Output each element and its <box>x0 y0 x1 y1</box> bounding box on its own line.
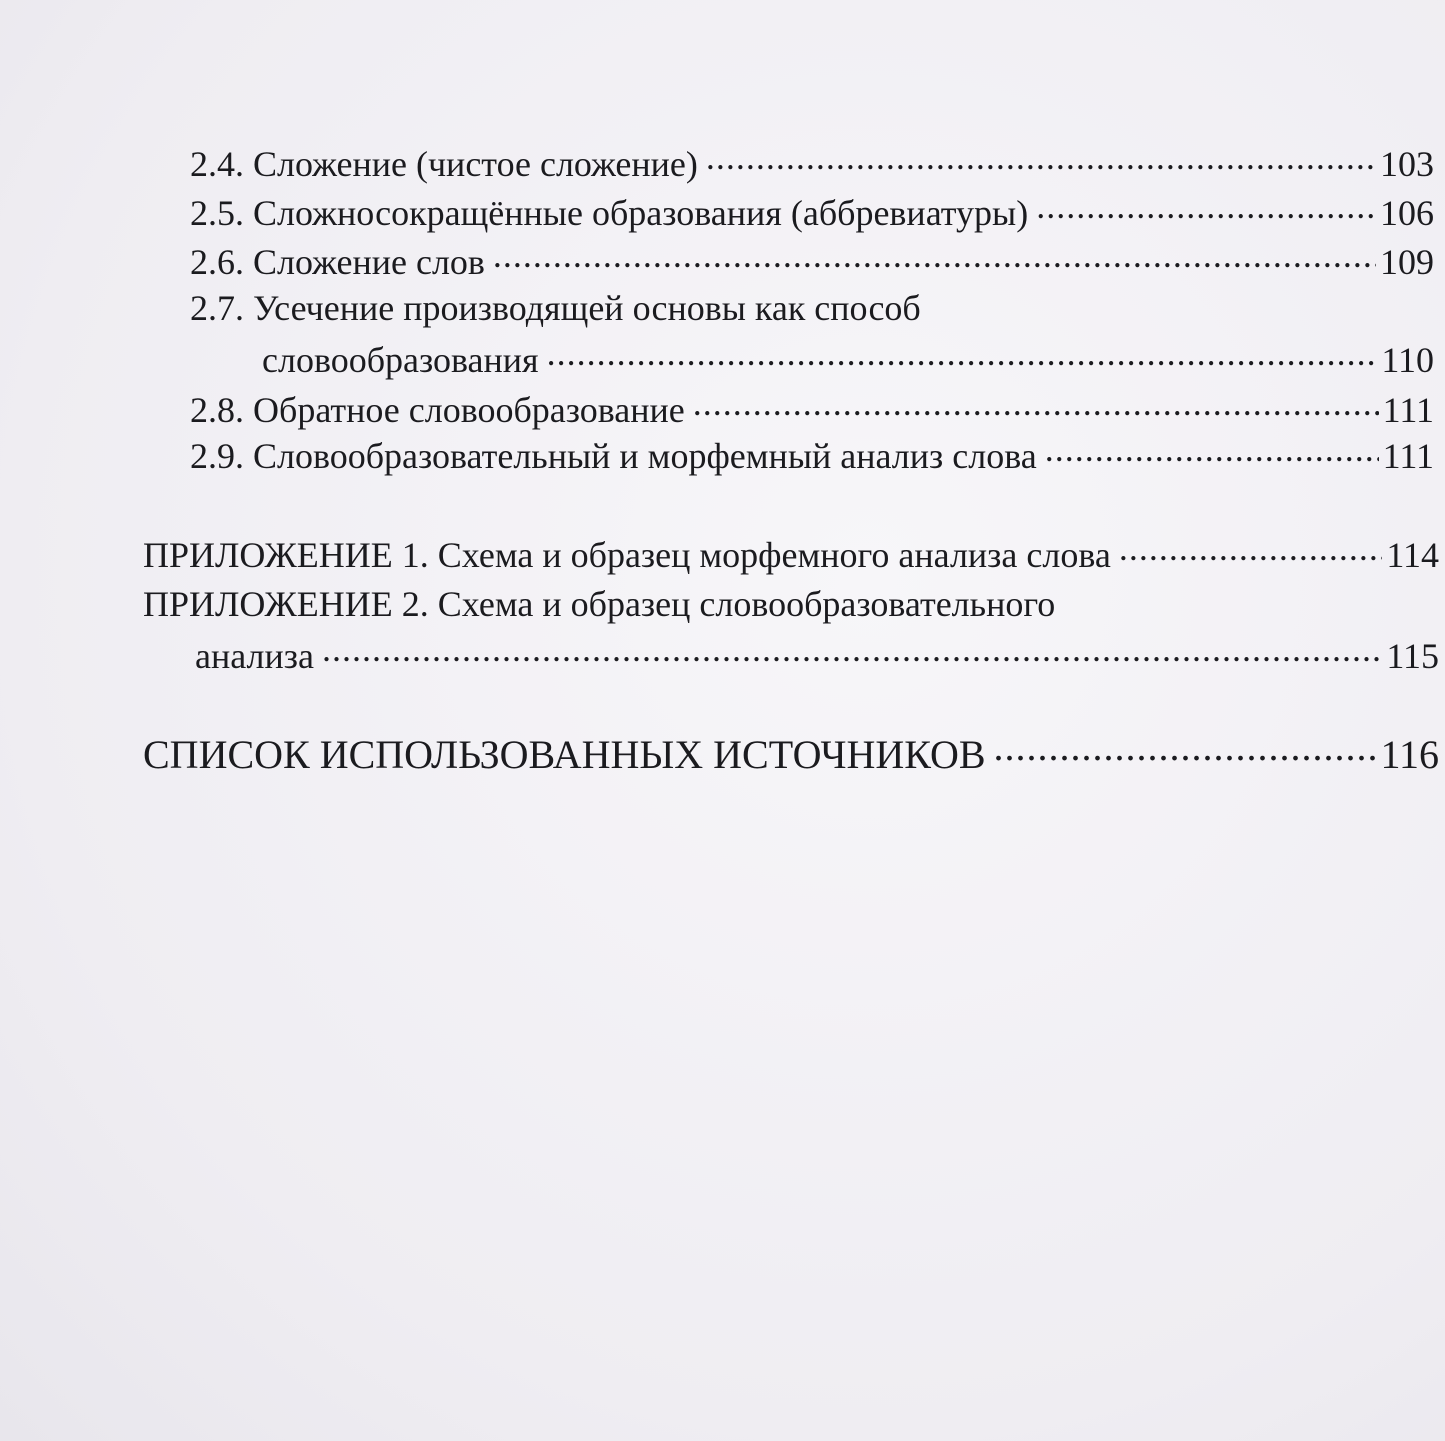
toc-entry-title: 2.8. Обратное словообразование <box>190 390 685 430</box>
toc-entry-2-8 <box>190 386 1434 431</box>
toc-entry-page: 111 <box>1382 390 1434 430</box>
toc-entry-2-7 <box>262 336 1434 381</box>
toc-entry-2-5 <box>190 189 1434 234</box>
leader-dots <box>547 336 1378 372</box>
toc-appendix-1 <box>143 531 1439 576</box>
toc-sources <box>143 728 1439 778</box>
toc-entry-page: 110 <box>1381 340 1434 380</box>
toc-entry-title: 2.9. Словообразовательный и морфемный анализ слова <box>190 436 1037 476</box>
leader-dots <box>1045 432 1379 468</box>
toc-entry-page: 116 <box>1380 732 1439 777</box>
leader-dots <box>322 632 1382 668</box>
toc-entry-page: 114 <box>1386 535 1439 575</box>
toc-entry-title: 2.4. Сложение (чистое сложение) <box>190 144 698 184</box>
toc-entry-page: 106 <box>1380 193 1434 233</box>
toc-entry-title: 2.5. Сложносокращённые образования (аббревиатуры) <box>190 193 1029 233</box>
toc-entry-title: словообразования <box>262 340 539 380</box>
toc-appendix-2-line1: ПРИЛОЖЕНИЕ 2. Схема и образец словообразовательного <box>143 584 1056 624</box>
toc-entry-title: 2.6. Сложение слов <box>190 242 485 282</box>
leader-dots <box>706 140 1376 176</box>
toc-appendix-2 <box>195 632 1439 677</box>
toc-entry-title: ПРИЛОЖЕНИЕ 1. Схема и образец морфемного анализа слова <box>143 535 1111 575</box>
leader-dots <box>1036 189 1376 225</box>
toc-entry-page: 109 <box>1380 242 1434 282</box>
toc-entry-2-6 <box>190 238 1434 283</box>
toc-entry-2-4 <box>190 140 1434 185</box>
toc-entry-2-9 <box>190 432 1434 477</box>
toc-entry-page: 103 <box>1380 144 1434 184</box>
leader-dots <box>493 238 1376 274</box>
toc-entry-2-7-line1: 2.7. Усечение производящей основы как способ <box>190 288 921 328</box>
toc-entry-title: СПИСОК ИСПОЛЬЗОВАННЫХ ИСТОЧНИКОВ <box>143 732 986 777</box>
leader-dots <box>693 386 1379 422</box>
toc-entry-title: анализа <box>195 636 314 676</box>
leader-dots <box>994 728 1377 768</box>
toc-entry-page: 111 <box>1382 436 1434 476</box>
leader-dots <box>1119 531 1383 567</box>
toc-entry-page: 115 <box>1386 636 1439 676</box>
